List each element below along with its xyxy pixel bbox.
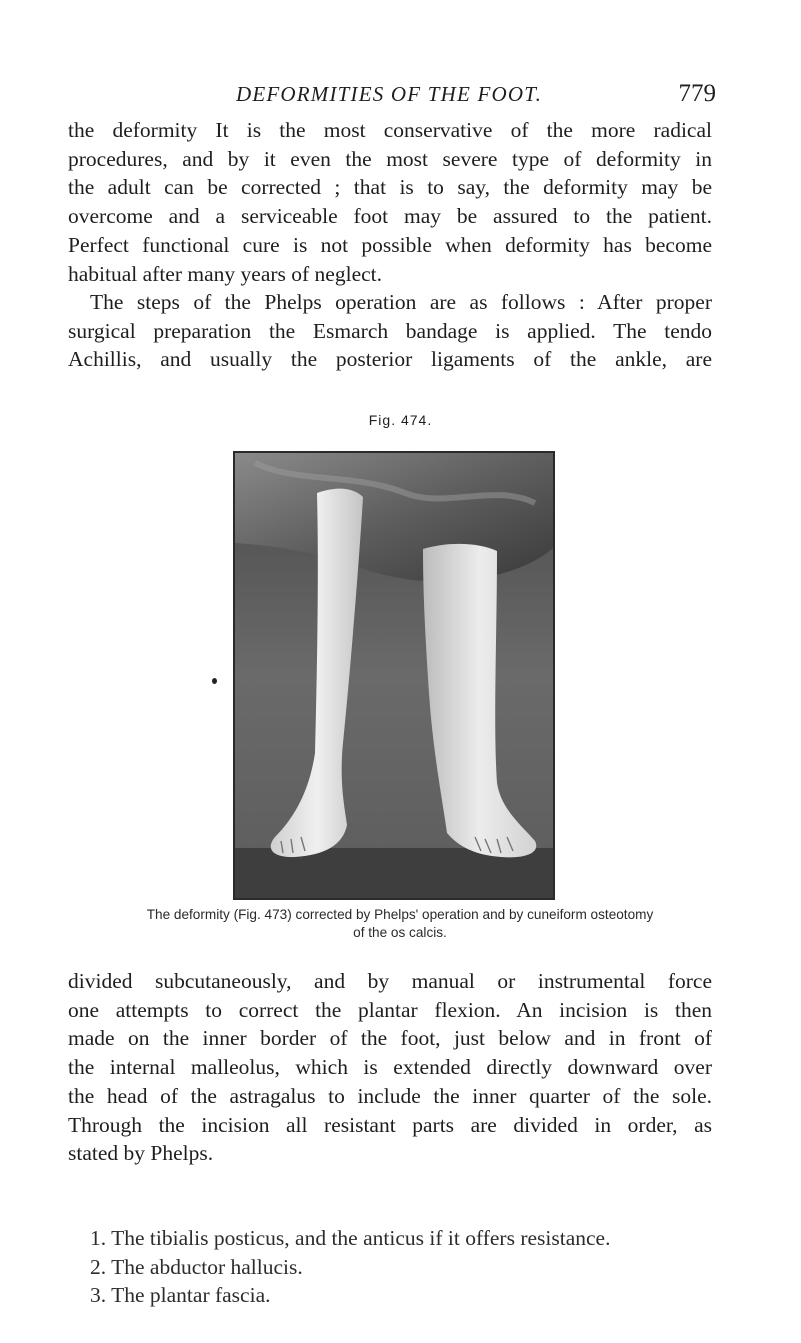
stray-mark <box>212 678 217 684</box>
text-line: procedures, and by it even the most severe type of deformity in <box>68 146 712 171</box>
paragraph-3 <box>68 967 712 1168</box>
running-title: DEFORMITIES OF THE FOOT. <box>235 82 543 106</box>
figure-label: Fig. 474. <box>368 412 433 428</box>
text-line: Perfect functional cure is not possible when deformity has become <box>68 232 712 257</box>
paragraph-1 <box>68 116 712 288</box>
text-line: the deformity It is the most conservative of the more radical <box>68 118 712 142</box>
text-line: surgical preparation the Esmarch bandage is applied. The tendo <box>68 318 712 343</box>
page-number: 779 <box>678 80 716 107</box>
caption-line: of the os calcis. <box>353 925 447 940</box>
text-line: made on the inner border of the foot, just below and in front of <box>68 1026 712 1051</box>
paragraph-2 <box>68 288 712 374</box>
text-line: the internal malleolus, which is extended directly downward over <box>68 1055 712 1080</box>
caption-line: The deformity (Fig. 473) corrected by Phelps' operation and by cuneiform osteotomy <box>146 907 654 922</box>
text-line: Achillis, and usually the posterior ligaments of the ankle, are <box>68 347 712 372</box>
text-line: overcome and a serviceable foot may be assured to the patient. <box>68 204 712 229</box>
numbered-list <box>90 1224 730 1310</box>
legs-illustration <box>235 453 553 898</box>
text-line: The steps of the Phelps operation are as follows : After proper <box>90 290 712 314</box>
text-line: habitual after many years of neglect. <box>68 261 382 286</box>
text-line: divided subcutaneously, and by manual or instrumental force <box>68 969 712 993</box>
text-line: stated by Phelps. <box>68 1141 214 1166</box>
list-item: 1. The tibialis posticus, and the anticus if it offers resistance. <box>90 1226 611 1250</box>
running-head <box>66 80 716 112</box>
figure-photo <box>233 451 555 900</box>
text-line: the adult can be corrected ; that is to say, the deformity may be <box>68 175 712 200</box>
text-line: Through the incision all resistant parts are divided in order, as <box>68 1112 712 1137</box>
list-item: 3. The plantar fascia. <box>90 1283 271 1308</box>
figure-caption <box>60 906 740 942</box>
text-line: one attempts to correct the plantar flexion. An incision is then <box>68 997 712 1022</box>
text-line: the head of the astragalus to include the inner quarter of the sole. <box>68 1083 712 1108</box>
list-item: 2. The abductor hallucis. <box>90 1254 303 1279</box>
